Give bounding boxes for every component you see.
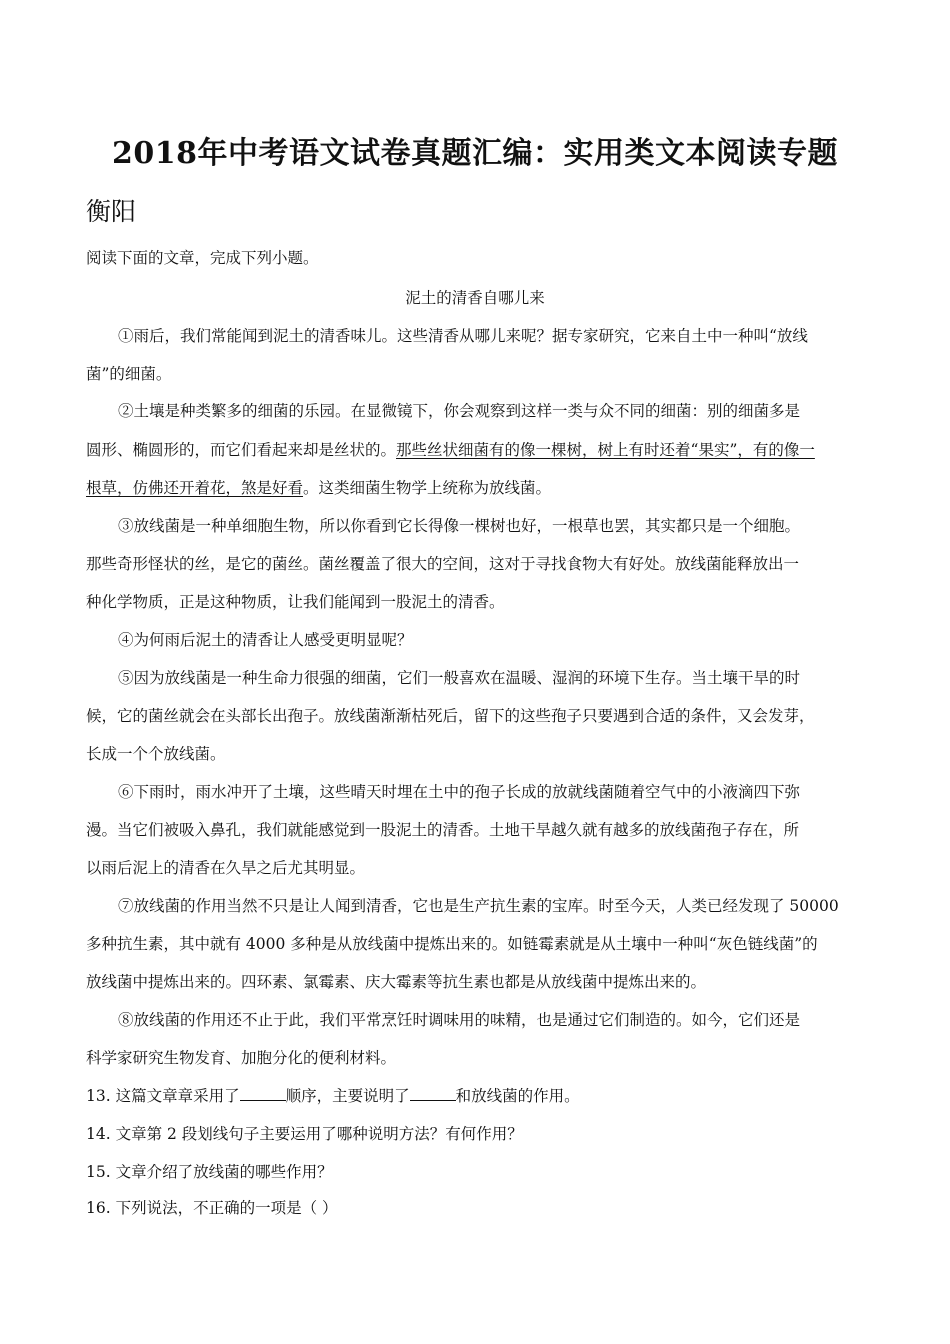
paragraph-4-line-1: ④为何雨后泥土的清香让人感受更明显呢？ (118, 631, 413, 649)
question-13 (86, 1086, 580, 1106)
question-13-part-1: 13. 这篇文章章采用了 (86, 1087, 240, 1105)
paragraph-7-line-3: 放线菌中提炼出来的。四环素、氯霉素、庆大霉素等抗生素也都是从放线菌中提炼出来的。 (86, 973, 707, 991)
paragraph-1-line-1: ①雨后，我们常能闻到泥土的清香味儿。这些清香从哪儿来呢？据专家研究，它来自土中一种叫“放线 (118, 327, 808, 345)
paragraph-6-line-3: 以雨后泥上的清香在久旱之后尤其明显。 (86, 859, 366, 877)
region-heading: 衡阳 (86, 197, 137, 226)
paragraph-7-line-2: 多种抗生素，其中就有 4000 多种是从放线菌中提炼出来的。如链霉素就是从土壤中一种叫“灰色链线菌”的 (86, 935, 818, 953)
underlined-sentence-part-2: 根草，仿佛还开着花，煞是好看 (86, 479, 304, 497)
question-15: 15. 文章介绍了放线菌的哪些作用？ (86, 1163, 333, 1181)
paragraph-5-line-3: 长成一个个放线菌。 (86, 745, 226, 763)
question-13-part-2: 顺序，主要说明了 (285, 1087, 410, 1105)
paragraph-6-line-2: 漫。当它们被吸入鼻孔，我们就能感觉到一股泥土的清香。土地干旱越久就有越多的放线菌孢子存在，所 (86, 821, 800, 839)
question-16: 16. 下列说法，不正确的一项是（ ） (86, 1199, 338, 1217)
paragraph-5-line-2: 候，它的菌丝就会在头部长出孢子。放线菌渐渐枯死后，留下的这些孢子只要遇到合适的条件，又会发芽， (86, 707, 815, 725)
paragraph-7-line-1: ⑦放线菌的作用当然不只是让人闻到清香，它也是生产抗生素的宝库。时至今天，人类已经发现了 50000 (118, 897, 839, 915)
answer-blank-1[interactable] (240, 1086, 286, 1101)
paragraph-2-trailing-text: 。这类细菌生物学上统称为放线菌。 (303, 479, 552, 497)
paragraph-2-line-2 (86, 440, 815, 460)
instruction: 阅读下面的文章，完成下列小题。 (86, 249, 319, 267)
document-title: 2018年中考语文试卷真题汇编：实用类文本阅读专题 (112, 136, 838, 171)
answer-blank-2[interactable] (410, 1086, 456, 1101)
paragraph-3-line-3: 种化学物质，正是这种物质，让我们能闻到一股泥土的清香。 (86, 593, 505, 611)
paragraph-8-line-2: 科学家研究生物发育、加胞分化的便利材料。 (86, 1049, 397, 1067)
article-title: 泥土的清香自哪儿来 (405, 289, 545, 307)
paragraph-2-plain-text: 圆形、椭圆形的，而它们看起来却是丝状的。 (86, 441, 397, 459)
paragraph-5-line-1: ⑤因为放线菌是一种生命力很强的细菌，它们一般喜欢在温暖、湿润的环境下生存。当土壤干旱的时 (118, 669, 801, 687)
question-14: 14. 文章第 2 段划线句子主要运用了哪种说明方法？有何作用？ (86, 1125, 523, 1143)
paragraph-2-line-3 (86, 478, 551, 498)
paragraph-2-line-1: ②土壤是种类繁多的细菌的乐园。在显微镜下，你会观察到这样一类与众不同的细菌：别的细菌多是 (118, 402, 801, 420)
paragraph-6-line-1: ⑥下雨时，雨水冲开了土壤，这些晴天时埋在土中的孢子长成的放就线菌随着空气中的小液滴四下弥 (118, 783, 801, 801)
underlined-sentence-part-1: 那些丝状细菌有的像一棵树，树上有时还着“果实”，有的像一 (396, 441, 815, 459)
question-13-part-3: 和放线菌的作用。 (455, 1087, 580, 1105)
paragraph-3-line-1: ③放线菌是一种单细胞生物，所以你看到它长得像一棵树也好，一根草也罢，其实都只是一个细胞。 (118, 517, 801, 535)
paragraph-3-line-2: 那些奇形怪状的丝，是它的菌丝。菌丝覆盖了很大的空间，这对于寻找食物大有好处。放线菌能释放出一 (86, 555, 800, 573)
paragraph-1-line-2: 菌”的细菌。 (86, 365, 172, 383)
paragraph-8-line-1: ⑧放线菌的作用还不止于此，我们平常烹饪时调味用的味精，也是通过它们制造的。如今，它们还是 (118, 1011, 801, 1029)
